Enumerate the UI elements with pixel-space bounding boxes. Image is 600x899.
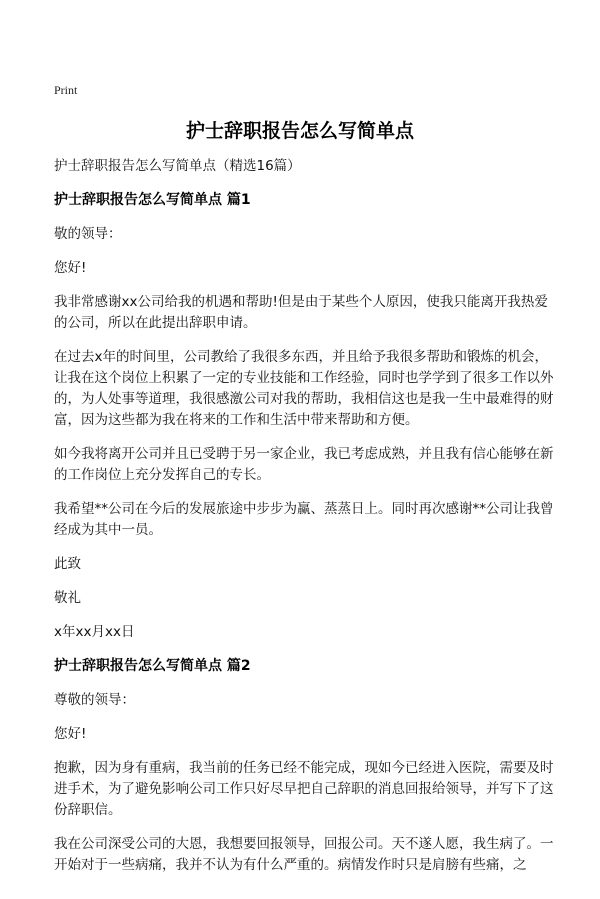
body-paragraph: 我在公司深受公司的大恩，我想要回报领导，回报公司。天不遂人愿，我生病了。一开始对于一些病痛，我并不认为有什么严重的。病情发作时只是肩膀有些痛，之: [54, 836, 554, 873]
section-heading-1: 护士辞职报告怎么写简单点 篇1: [54, 192, 251, 208]
document-title: 护士辞职报告怎么写简单点: [185, 120, 414, 142]
greeting: 您好!: [54, 726, 87, 742]
body-paragraph: 抱歉，因为身有重病，我当前的任务已经不能完成，现如今已经进入医院，需要及时进手术，为了避免影响公司工作只好尽早把自己辞职的消息回报给领导，并写下了这份辞职信。: [54, 760, 554, 818]
salutation: 敬的领导：: [54, 226, 122, 242]
closing-line: 此致: [54, 556, 81, 572]
closing-line: 敬礼: [54, 590, 81, 606]
body-paragraph: 我希望**公司在今后的发展旅途中步步为赢、蒸蒸日上。同时再次感谢**公司让我曾经成为其中一员。: [54, 501, 554, 538]
greeting: 您好!: [54, 260, 87, 276]
document-subtitle: 护士辞职报告怎么写简单点（精选16篇）: [54, 158, 301, 174]
section-heading-2: 护士辞职报告怎么写简单点 篇2: [54, 658, 251, 674]
print-label: Print: [54, 83, 78, 97]
body-paragraph: 在过去x年的时间里，公司教给了我很多东西，并且给予我很多帮助和锻炼的机会，让我在这个岗位上积累了一定的专业技能和工作经验，同时也学学到了很多工作以外的，为人处事等道理，我很感激公司对我的帮助，我相信这也是我一生中最难得的财富，因为这些都为我在将来的工作和生活中带来帮助和方便。: [54, 349, 554, 428]
body-paragraph: 如今我将离开公司并且已受聘于另一家企业，我已考虑成熟，并且我有信心能够在新的工作岗位上充分发挥自己的专长。: [54, 446, 554, 483]
document-body: [54, 156, 554, 889]
letter-date: x年xx月xx日: [54, 624, 135, 640]
body-paragraph: 我非常感谢xx公司给我的机遇和帮助!但是由于某些个人原因，使我只能离开我热爱的公司，所以在此提出辞职申请。: [54, 294, 548, 331]
salutation: 尊敬的领导：: [54, 692, 135, 708]
